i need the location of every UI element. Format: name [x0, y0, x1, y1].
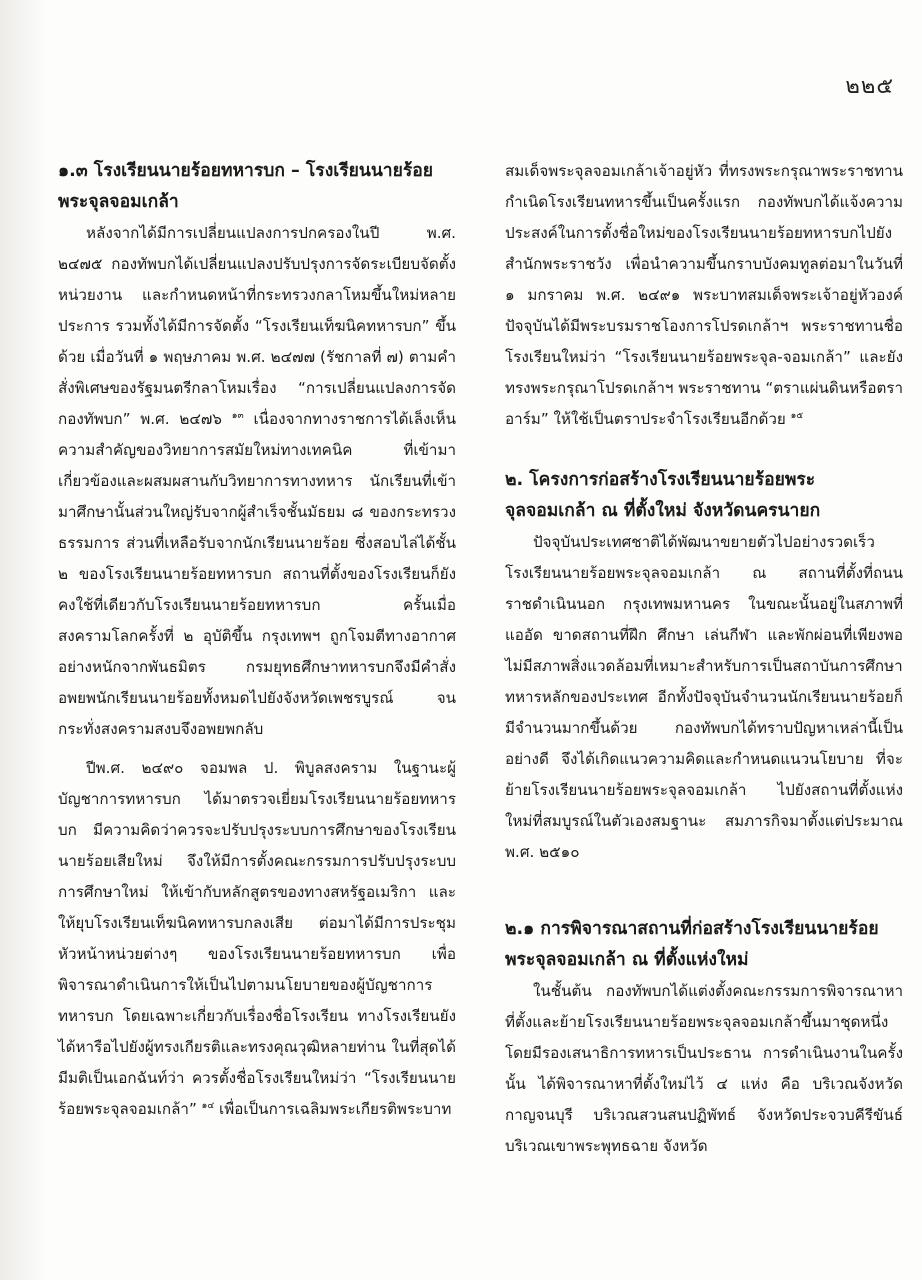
paragraph-left-2: [58, 753, 456, 1125]
footnote-ref-13: ๑๓: [231, 410, 244, 421]
footnote-ref-15: ๑๕: [790, 410, 804, 421]
paragraph-left-1-text: หลังจากได้มีการเปลี่ยนแปลงการปกครองในปี พ.ศ. ๒๔๗๕ กองทัพบกได้เปลี่ยนแปลงปรับปรุงการจัดระเบียบจัดตั้งหน่วยงาน และกำหนดหน้าที่กระทรวงกลาโหมขึ้นใหม่หลายประการ รวมทั้งได้มีการจัดตั้ง “โรงเรียนเท็ฆนิคทหารบก” ขึ้นด้วย เมื่อวันที่ ๑ พฤษภาคม พ.ศ. ๒๔๗๗ (รัชกาลที่ ๗) ตามคำสั่งพิเศษของรัฐมนตรีกลาโหมเรื่อง “การเปลี่ยนแปลงการจัดกองทัพบก” พ.ศ. ๒๔๗๖: [58, 224, 456, 428]
paragraph-right-0: [505, 156, 903, 435]
page-number: ๒๒๕: [845, 74, 894, 99]
section-heading-1-3: ๑.๓ โรงเรียนนายร้อยทหารบก – โรงเรียนนายร้อยพระจุลจอมเกล้า: [58, 161, 434, 212]
footnote-ref-14: ๑๔: [201, 1100, 215, 1111]
left-column: [58, 156, 456, 1125]
page-binding-shadow: [0, 0, 46, 1280]
paragraph-right-2: ในชั้นต้น กองทัพบกได้แต่งตั้งคณะกรรมการพิจารณาหาที่ตั้งและย้ายโรงเรียนนายร้อยพระจุลจอมเกล้าขึ้นมาชุดหนึ่ง โดยมีรองเสนาธิการทหารเป็นประธาน การดำเนินงานในครั้งนั้น ได้พิจารณาหาที่ตั้งใหม่ไว้ ๔ แห่ง คือ บริเวณจังหวัดกาญจนบุรี บริเวณสวนสนปฏิพัทธ์ จังหวัดประจวบคีรีขันธ์ บริเวณเขาพระพุทธฉาย จังหวัด: [505, 982, 903, 1155]
right-column: [505, 156, 903, 1162]
paragraph-right-0-text: สมเด็จพระจุลจอมเกล้าเจ้าอยู่หัว ที่ทรงพระกรุณาพระราชทานกำเนิดโรงเรียนทหารขึ้นเป็นครั้งแรก กองทัพบกได้แจ้งความประสงค์ในการตั้งชื่อใหม่ของโรงเรียนนายร้อยทหารบกไปยังสำนักพระราชวัง เพื่อนำความขึ้นกราบบังคมทูลต่อมาในวันที่ ๑ มกราคม พ.ศ. ๒๔๙๑ พระบาทสมเด็จพระเจ้าอยู่หัวองค์ปัจจุบันได้มีพระบรมราชโองการโปรดเกล้าฯ พระราชทานชื่อโรงเรียนใหม่ว่า “โรงเรียนนายร้อยพระจุล-จอมเกล้า” และยังทรงพระกรุณาโปรดเกล้าฯ พระราชทาน “ตราแผ่นดินหรือตราอาร์ม” ให้ใช้เป็นตราประจำโรงเรียนอีกด้วย: [505, 162, 903, 428]
paragraph-left-2-text: ปีพ.ศ. ๒๔๙๐ จอมพล ป. พิบูลสงคราม ในฐานะผู้บัญชาการทหารบก ได้มาตรวจเยี่ยมโรงเรียนนายร้อยทหารบก มีความคิดว่าควรจะปรับปรุงระบบการศึกษาของโรงเรียนนายร้อยเสียใหม่ จึงให้มีการตั้งคณะกรรมการปรับปรุงระบบการศึกษาใหม่ ให้เข้ากับหลักสูตรของทางสหรัฐอเมริกา และให้ยุบโรงเรียนเท็ฆนิคทหารบกลงเสีย ต่อมาได้มีการประชุมหัวหน้าหน่วยต่างๆ ของโรงเรียนนายร้อยทหารบก เพื่อพิจารณาดำเนินการให้เป็นไปตามนโยบายของผู้บัญชาการทหารบก โดยเฉพาะเกี่ยวกับเรื่องชื่อโรงเรียน ทางโรงเรียนยังได้หารือไปยังผู้ทรงเกียรติและทรงคุณวุฒิหลายท่าน ในที่สุดได้มีมติเป็นเอกฉันท์ว่า ควรตั้งชื่อโรงเรียนใหม่ว่า “โรงเรียนนายร้อยพระจุลจอมเกล้า”: [58, 759, 456, 1118]
section-heading-2: ๒. โครงการก่อสร้างโรงเรียนนายร้อยพระจุลจอมเกล้า ณ ที่ตั้งใหม่ จังหวัดนครนายก: [505, 470, 821, 521]
section-heading-2-1: ๒.๑ การพิจารณาสถานที่ก่อสร้างโรงเรียนนายร้อยพระจุลจอมเกล้า ณ ที่ตั้งแห่งใหม่: [505, 919, 879, 970]
paragraph-right-1: ปัจจุบันประเทศชาติได้พัฒนาขยายตัวไปอย่างรวดเร็ว โรงเรียนนายร้อยพระจุลจอมเกล้า ณ สถานที่ตั้งที่ถนนราชดำเนินนอก กรุงเทพมหานคร ในขณะนั้นอยู่ในสภาพที่แออัด ขาดสถานที่ฝึก ศึกษา เล่นกีฬา และพักผ่อนที่เพียงพอ ไม่มีสภาพสิ่งแวดล้อมที่เหมาะสำหรับการเป็นสถาบันการศึกษาทหารหลักของประเทศ อีกทั้งปัจจุบันจำนวนนักเรียนนายร้อยก็มีจำนวนมากขึ้นด้วย กองทัพบกได้ทราบปัญหาเหล่านี้เป็นอย่างดี จึงได้เกิดแนวความคิดและกำหนดแนวนโยบาย ที่จะย้ายโรงเรียนนายร้อยพระจุลจอมเกล้า ไปยังสถานที่ตั้งแห่งใหม่ที่สมบูรณ์ในตัวเองสมฐานะ สมภารกิจมาตั้งแต่ประมาณ พ.ศ. ๒๕๑๐: [505, 533, 903, 861]
paragraph-left-1-cont: เนื่องจากทางราชการได้เล็งเห็นความสำคัญของวิทยาการสมัยใหม่ทางเทคนิค ที่เข้ามาเกี่ยวข้องและผสมผสานกับวิทยาการทางทหาร นักเรียนที่เข้ามาศึกษานั้นส่วนใหญ่รับจากผู้สำเร็จชั้นมัธยม ๘ ของกระทรวงธรรมการ ส่วนที่เหลือรับจากนักเรียนนายร้อย ซึ่งสอบไล่ได้ชั้น ๒ ของโรงเรียนนายร้อยทหารบก สถานที่ตั้งของโรงเรียนก็ยังคงใช้ที่เดียวกับโรงเรียนนายร้อยทหารบก ครั้นเมื่อสงครามโลกครั้งที่ ๒ อุบัติขึ้น กรุงเทพฯ ถูกโจมตีทางอากาศอย่างหนักจากพันธมิตร กรมยุทธศึกษาทหารบกจึงมีคำสั่งอพยพนักเรียนนายร้อยทั้งหมดไปยังจังหวัดเพชรบูรณ์ จนกระทั่งสงครามสงบจึงอพยพกลับ: [58, 410, 457, 738]
paragraph-left-2-cont: เพื่อเป็นการเฉลิมพระเกียรติพระบาท: [219, 1100, 452, 1118]
paragraph-left-1: [58, 218, 456, 745]
